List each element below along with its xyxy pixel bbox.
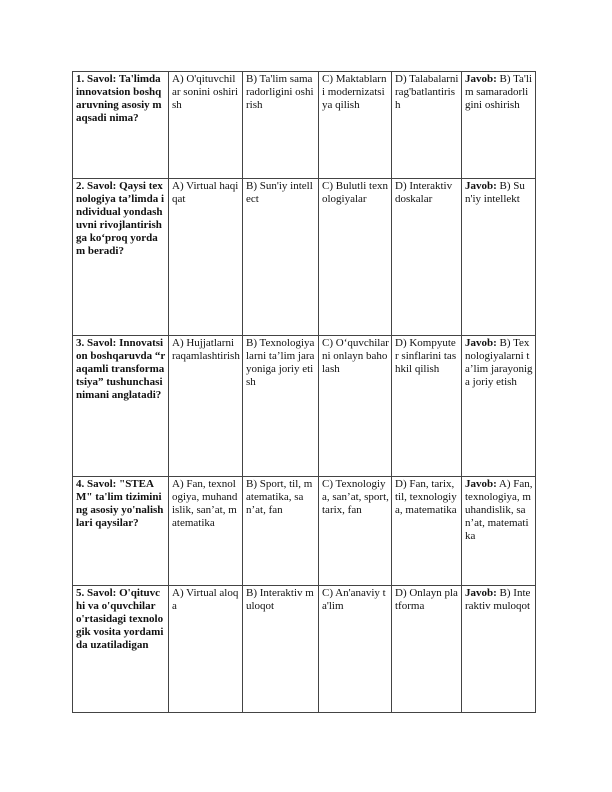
- answer-text: B) Sun'iy intellekt: [465, 180, 525, 205]
- answer-label: Javob:: [465, 337, 497, 349]
- answer-text: A) Fan, texnologiya, muhandislik, san’at, matematika: [465, 478, 533, 542]
- option-a-cell: A) Virtual aloqa: [169, 586, 243, 713]
- answer-label: Javob:: [465, 478, 497, 490]
- question-cell: 5. Savol: O'qituvchi va o'quvchilar o'rtasidagi texnologik vosita yordamida uzatiladigan: [73, 586, 169, 713]
- option-d-cell: D) Talabalarni rag'batlantirish: [392, 72, 462, 179]
- answer-label: Javob:: [465, 180, 497, 192]
- answer-label: Javob:: [465, 587, 497, 599]
- answer-cell: [462, 477, 536, 586]
- option-a-cell: A) O'qituvchilar sonini oshirish: [169, 72, 243, 179]
- answer-cell: [462, 586, 536, 713]
- option-c-cell: C) Maktablarni modernizatsiya qilish: [319, 72, 392, 179]
- answer-text: B) Texnologiyalarni ta’lim jarayoniga joriy etish: [465, 337, 533, 388]
- table-row: [73, 72, 536, 179]
- answer-label: Javob:: [465, 73, 497, 85]
- table-row: [73, 336, 536, 477]
- option-a-cell: A) Fan, texnologiya, muhandislik, san’at, matematika: [169, 477, 243, 586]
- option-c-cell: C) O‘quvchilarni onlayn baholash: [319, 336, 392, 477]
- quiz-table: [72, 71, 536, 713]
- answer-cell: [462, 336, 536, 477]
- question-cell: 2. Savol: Qaysi texnologiya ta’limda individual yondashuvni rivojlantirishga ko‘proq yordam beradi?: [73, 179, 169, 336]
- option-b-cell: B) Sun'iy intellect: [243, 179, 319, 336]
- answer-cell: [462, 179, 536, 336]
- answer-text: B) Ta'lim samaradorligini oshirish: [465, 73, 533, 111]
- answer-cell: [462, 72, 536, 179]
- option-b-cell: B) Interaktiv muloqot: [243, 586, 319, 713]
- option-d-cell: D) Interaktiv doskalar: [392, 179, 462, 336]
- question-cell: 1. Savol: Ta'limda innovatsion boshqaruvning asosiy maqsadi nima?: [73, 72, 169, 179]
- answer-text: B) Interaktiv muloqot: [465, 587, 531, 612]
- table-row: [73, 477, 536, 586]
- option-d-cell: D) Onlayn platforma: [392, 586, 462, 713]
- option-a-cell: A) Virtual haqiqat: [169, 179, 243, 336]
- option-c-cell: C) Bulutli texnologiyalar: [319, 179, 392, 336]
- option-b-cell: B) Sport, til, matematika, san’at, fan: [243, 477, 319, 586]
- question-cell: 3. Savol: Innovatsion boshqaruvda “raqamli transformatsiya” tushunchasi nimani anglatadi?: [73, 336, 169, 477]
- option-b-cell: B) Ta'lim samaradorligini oshirish: [243, 72, 319, 179]
- question-cell: 4. Savol: "STEAM" ta'lim tizimining asosiy yo'nalishlari qaysilar?: [73, 477, 169, 586]
- option-d-cell: D) Kompyuter sinflarini tashkil qilish: [392, 336, 462, 477]
- option-d-cell: D) Fan, tarix, til, texnologiya, matematika: [392, 477, 462, 586]
- table-row: [73, 586, 536, 713]
- option-c-cell: C) Texnologiya, san’at, sport, tarix, fan: [319, 477, 392, 586]
- table-row: [73, 179, 536, 336]
- option-a-cell: A) Hujjatlarni raqamlashtirish: [169, 336, 243, 477]
- option-b-cell: B) Texnologiyalarni ta’lim jarayoniga joriy etish: [243, 336, 319, 477]
- option-c-cell: C) An'anaviy ta'lim: [319, 586, 392, 713]
